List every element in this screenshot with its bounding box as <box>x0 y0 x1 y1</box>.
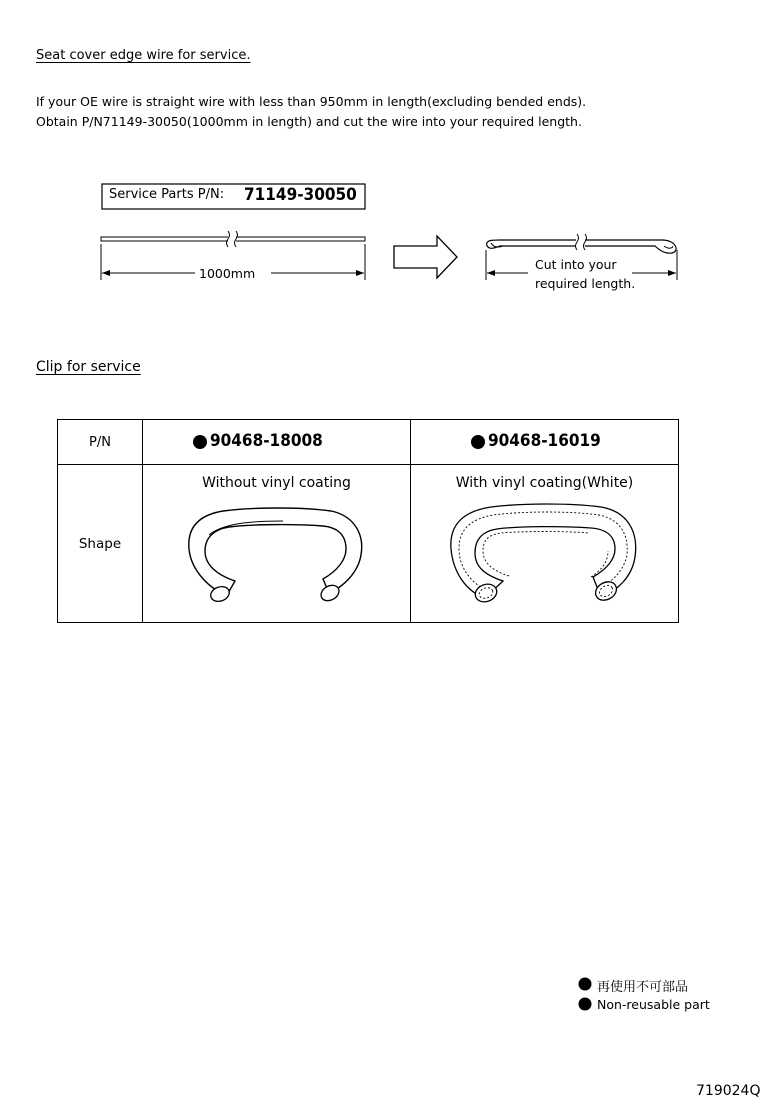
pn-header-cell <box>58 420 143 465</box>
cut-label-line-2: required length. <box>535 276 636 291</box>
clip-2-shape-cell <box>411 465 679 623</box>
clip-2-pn-cell <box>411 420 679 465</box>
instruction-line-1: If your OE wire is straight wire with less than 950mm in length(excluding bended ends). <box>36 94 587 109</box>
clip-2-description: With vinyl coating(White) <box>455 475 634 491</box>
length-label: 1000mm <box>199 266 256 281</box>
pn-header: P/N <box>89 434 111 450</box>
non-reusable-bullet-icon <box>193 435 207 449</box>
clip-1-part-number: 90468-18008 <box>210 431 323 451</box>
clip-table <box>57 419 679 623</box>
clip-1-pn-cell <box>143 420 411 465</box>
non-reusable-bullet-icon <box>471 435 485 449</box>
drawing-code: 719024Q <box>696 1083 760 1099</box>
legend-line-japanese: 再使用不可部品 <box>597 980 689 995</box>
section-heading-clip: Clip for service <box>36 359 141 375</box>
bullet-icon <box>579 978 592 991</box>
shape-header: Shape <box>78 535 122 552</box>
bent-wire <box>487 234 676 253</box>
section-heading-edge-wire: Seat cover edge wire for service. <box>36 48 251 63</box>
bullet-icon <box>579 998 592 1011</box>
straight-wire <box>101 231 365 247</box>
arrow-right-icon <box>394 236 457 278</box>
cut-label-line-1: Cut into your <box>535 257 617 272</box>
legend-line-english: Non-reusable part <box>597 997 710 1012</box>
instruction-line-2: Obtain P/N71149-30050(1000mm in length) and cut the wire into your required length. <box>36 114 582 129</box>
clip-1-description: Without vinyl coating <box>202 475 351 491</box>
clip-1-shape-cell <box>143 465 411 623</box>
service-parts-label: Service Parts P/N: <box>109 187 225 202</box>
clip-2-part-number: 90468-16019 <box>488 431 601 451</box>
shape-header-cell <box>58 465 143 623</box>
clip-with-coating-drawing <box>411 465 678 622</box>
service-parts-number: 71149-30050 <box>244 185 357 205</box>
clip-without-coating-drawing <box>143 465 410 622</box>
